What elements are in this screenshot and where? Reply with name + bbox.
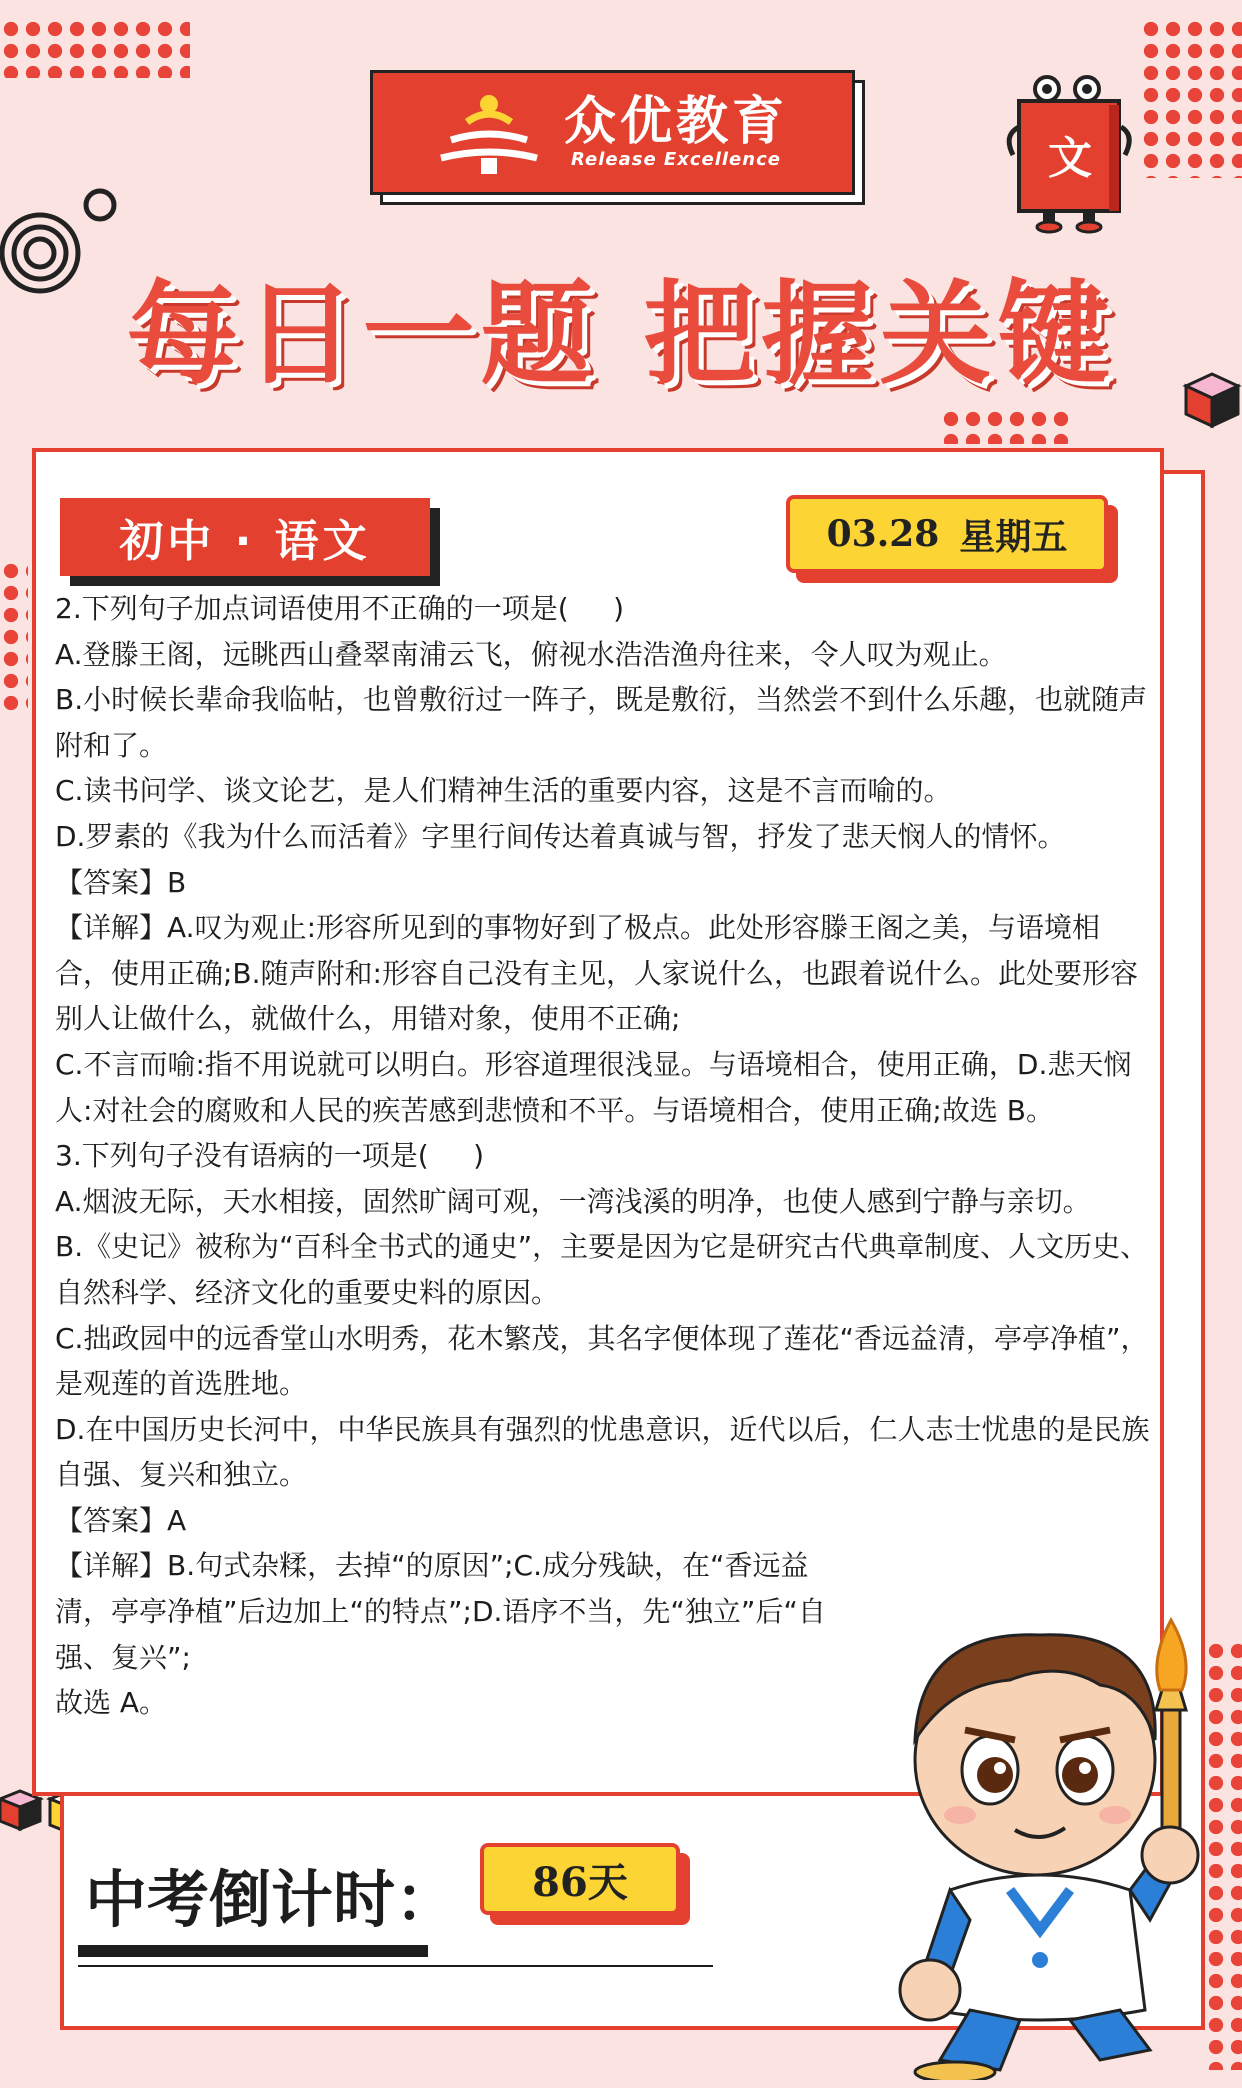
question-content [55, 586, 1155, 1726]
question-3-option-d: D.在中国历史长河中，中华民族具有强烈的忧患意识，近代以后，仁人志士忧患的是民族自强、复兴和独立。 [55, 1412, 1150, 1492]
days-badge: 86天 [480, 1843, 680, 1915]
date-badge [786, 495, 1108, 573]
student-mascot-icon [860, 1590, 1220, 2080]
decor-dots-left [0, 560, 28, 710]
decor-dots-top-right [1140, 18, 1242, 178]
question-2-answer: 【答案】B [55, 865, 187, 899]
brand-name-cn: 众优教育 [563, 91, 788, 152]
question-3-option-a: A.烟波无际，天水相接，固然旷阔可观，一湾浅溪的明净，也使人感到宁静与亲切。 [55, 1184, 1091, 1218]
question-2-explanation: 【详解】A.叹为观止:形容所见到的事物好到了极点。此处形容滕王阁之美，与语境相合，使用正确;B.随声附和:形容自己没有主见，人家说什么，也跟着说什么。此处要形容别人让做什么，就做什么，用错对象，使用不正确; [55, 911, 1138, 1036]
question-2-stem: 2.下列句子加点词语使用不正确的一项是( ) [55, 592, 625, 625]
question-3-stem: 3.下列句子没有语病的一项是( ) [55, 1139, 485, 1173]
brand-logo [370, 70, 855, 195]
book-mascot-char: 文 [1048, 133, 1092, 184]
question-3-explanation: 【详解】B.句式杂糅，去掉“的原因”;C.成分残缺，在“香远益清，亭亭净植”后边加上“的特点”;D.语序不当，先“独立”后“自强、复兴”; [55, 1549, 826, 1674]
weekday-value: 星期五 [959, 515, 1068, 558]
date-value: 03.28 [826, 513, 940, 555]
countdown-underline-thin [78, 1965, 713, 1967]
subject-badge: 初中 · 语文 [60, 498, 430, 576]
decor-dots-mid-right [940, 408, 1070, 444]
brand-logo-icon [437, 88, 542, 178]
question-2-option-c: C.读书问学、谈文论艺，是人们精神生活的重要内容，这是不言而喻的。 [55, 774, 952, 808]
question-3-answer: 【答案】A [55, 1503, 187, 1537]
question-3-option-c: C.拙政园中的远香堂山水明秀，花木繁茂，其名字便体现了莲花“香远益清，亭亭净植”，是观莲的首选胜地。 [55, 1321, 1149, 1401]
banner-title: 每日一题 把握关键 [126, 270, 1116, 400]
countdown-underline-thick [78, 1945, 428, 1957]
decor-dots-top-left [0, 18, 190, 78]
question-2-explanation-cont: C.不言而喻:指不用说就可以明白。形容道理很浅显。与语境相合，使用正确，D.悲天悯人:对社会的腐败和人民的疾苦感到悲愤和不平。与语境相合，使用正确;故选 B。 [55, 1047, 1132, 1127]
question-3-conclusion: 故选 A。 [55, 1686, 168, 1720]
countdown-label: 中考倒计时： [85, 1863, 458, 1936]
question-2-option-d: D.罗素的《我为什么而活着》字里行间传达着真诚与智，抒发了悲天悯人的情怀。 [55, 819, 1066, 853]
question-2-option-a: A.登滕王阁，远眺西山叠翠南浦云飞，俯视水浩浩渔舟往来，令人叹为观止。 [55, 637, 1007, 671]
question-3-option-b: B.《史记》被称为“百科全书式的通史”，主要是因为它是研究古代典章制度、人文历史、自然科学、经济文化的重要史料的原因。 [55, 1230, 1149, 1309]
brand-name-en: Release Excellence [571, 149, 781, 171]
question-2-option-b: B.小时候长辈命我临帖，也曾敷衍过一阵子，既是敷衍，当然尝不到什么乐趣，也就随声附和了。 [55, 683, 1148, 762]
